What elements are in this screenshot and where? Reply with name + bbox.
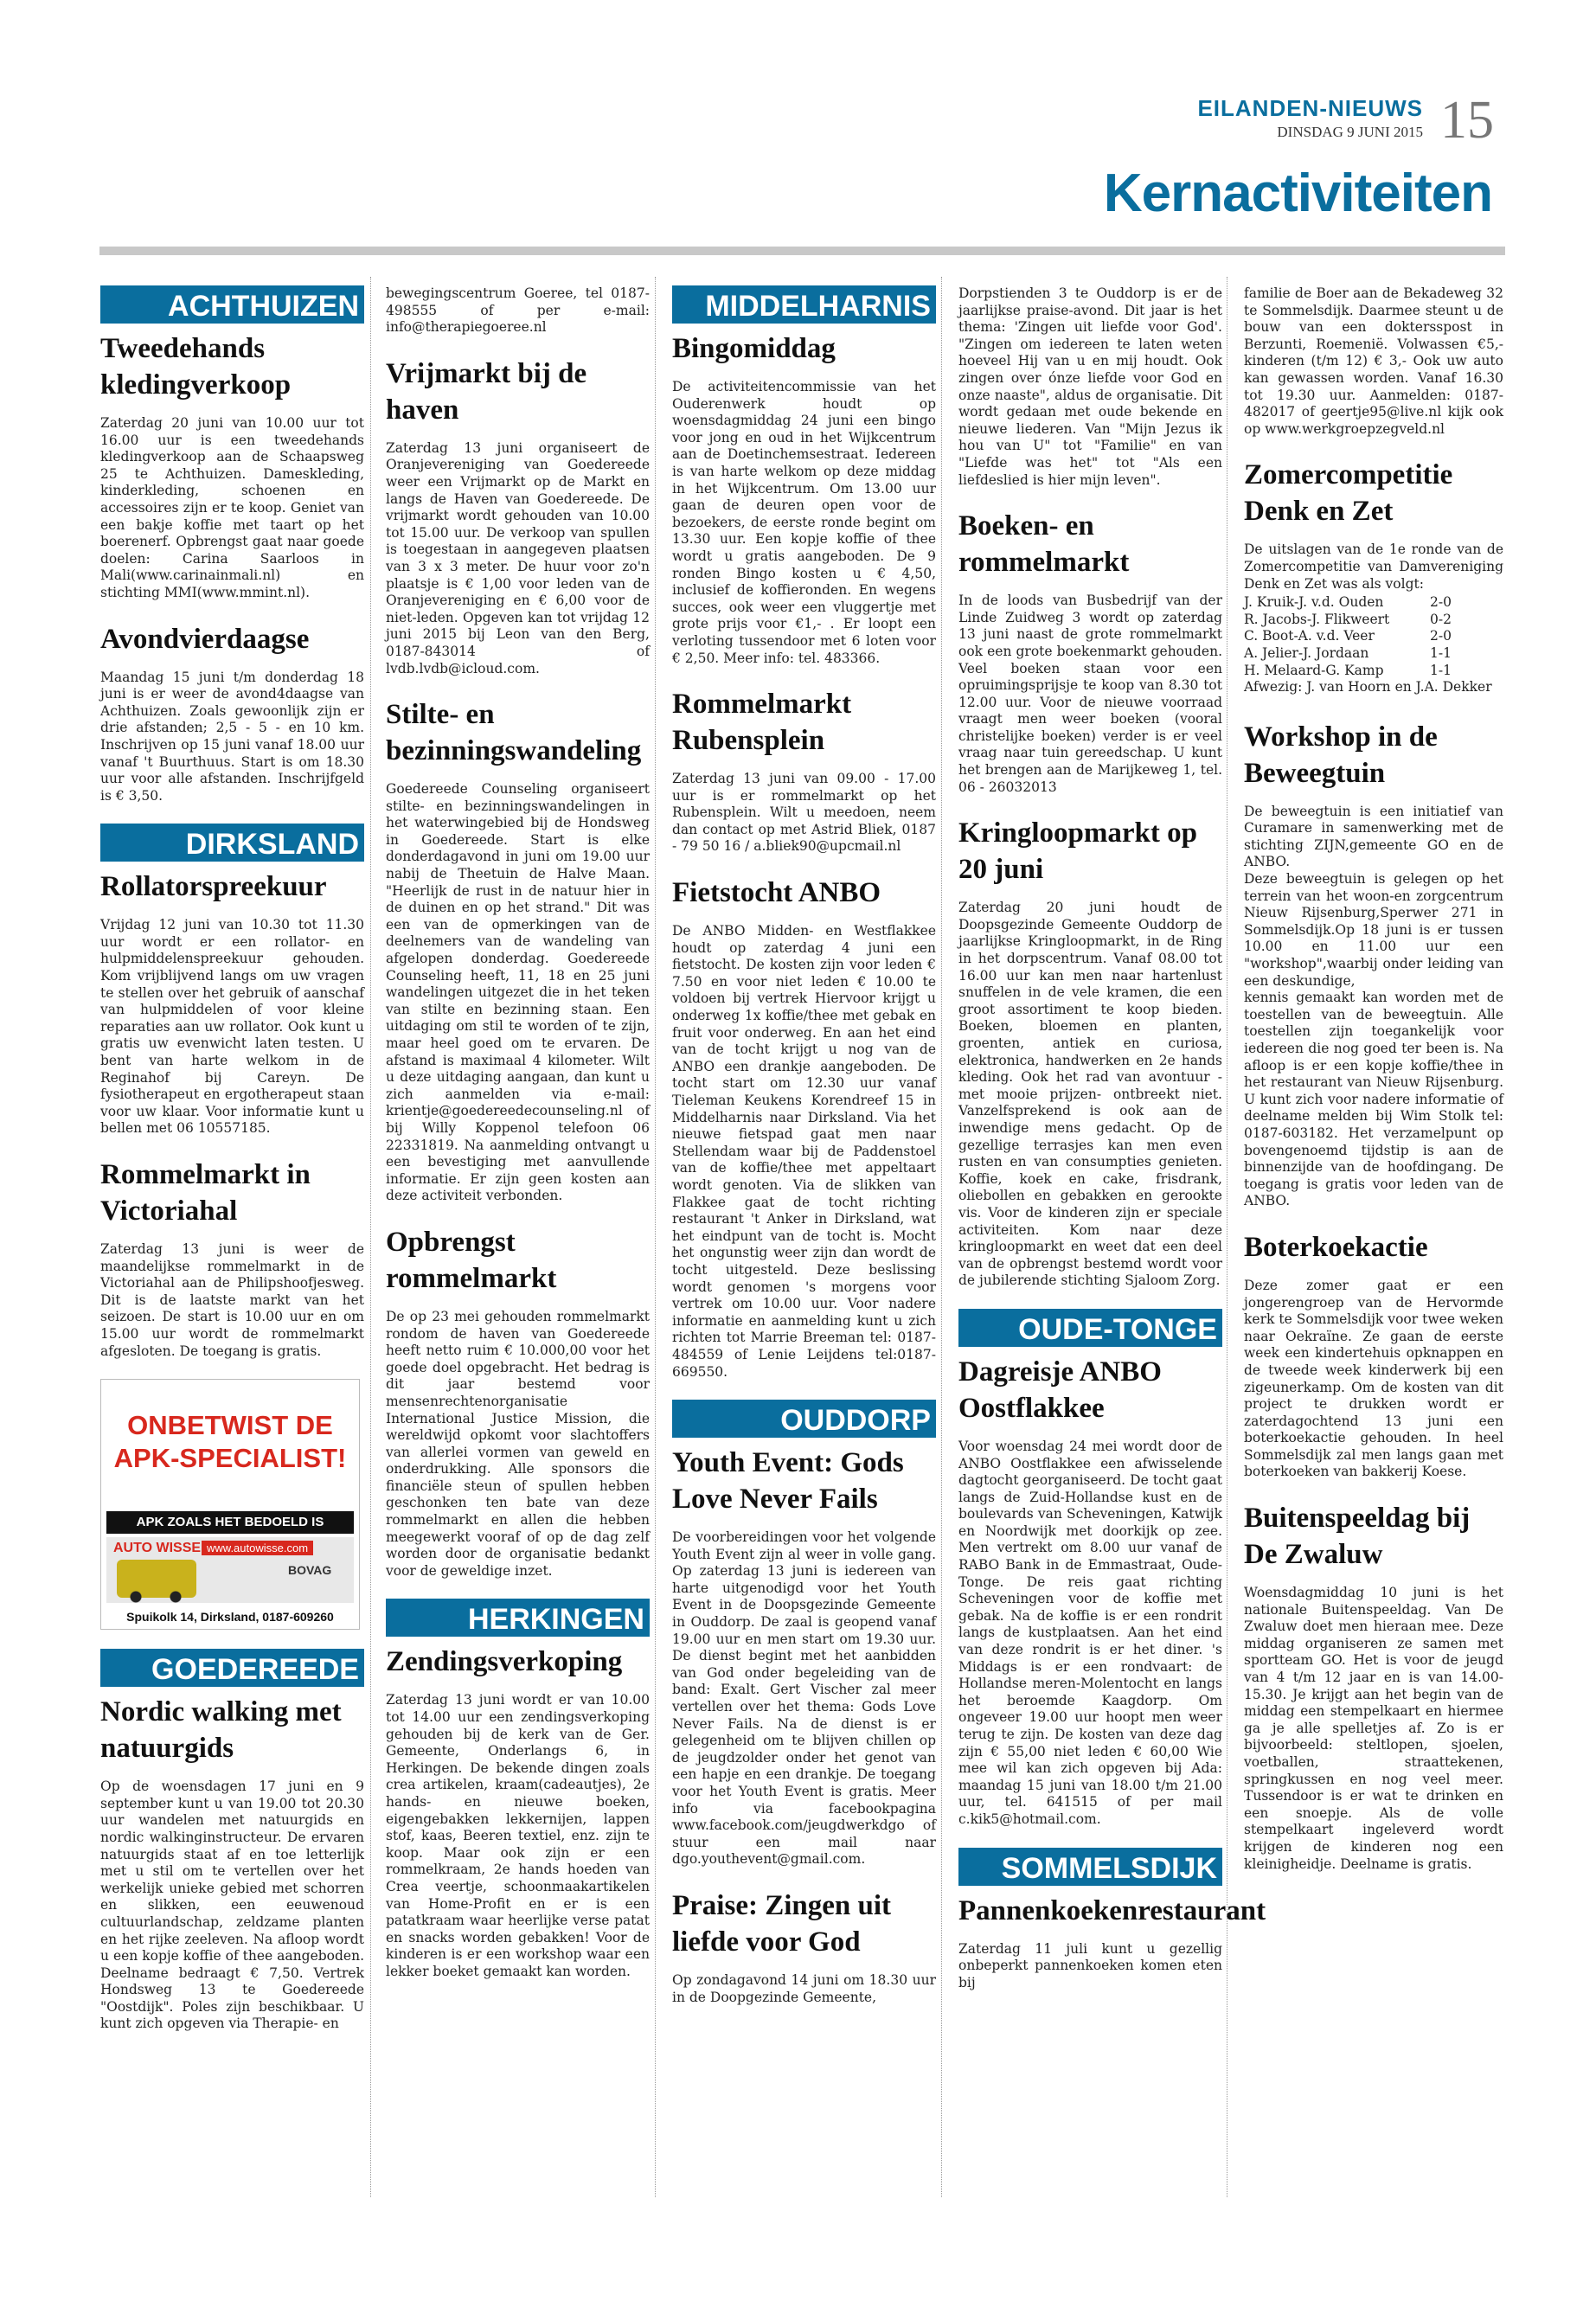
absent-note: Afwezig: J. van Hoorn en J.A. Dekker (1244, 679, 1492, 695)
column-5 (1244, 285, 1503, 1892)
article-body: familie de Boer aan de Bekadeweg 32 te Sommelsdijk. Daarmee steunt u de bouw van een doktersspost in Berzunti, Roemenië. Volwassen €5,- kinderen (t/m 12) € 3,- Ook uw auto kan gewassen worden. Vanaf 16.30 tot 19.30 uur. Aanmelden: 0187-482017 of geertje95@live.nl kijk ook op www.werkgroepzegveld.nl (1244, 285, 1503, 437)
article-body: Deze zomer gaat er een jongerengroep van de Hervormde kerk te Sommelsdijk voor twee weken naar Oekraïne. Ze gaan de eerste week een kindertehuis opknappen en de tweede week kinderwerk bij een zigeunerkamp. Om de kosten van dit project te drukken wordt er zaterdagochtend 13 juni een boterkoekactie gehouden. In heel Sommelsdijk zal men langs gaan met boterkoeken van bakkerij Koese. (1244, 1277, 1503, 1480)
result-score: 2-0 (1430, 628, 1452, 644)
article-body: Zaterdag 20 juni houdt de Doopsgezinde Gemeente Ouddorp de jaarlijkse Kringloopmarkt, in de Ring in het dorpscentrum. Vanaf 08.00 tot 16.00 uur kan men naar hartenlust snuffelen in de vele kramen, die een groot assortiment te koop bieden. Boeken, bloemen en planten, groenten, antiek en curiosa, elektronica, handwerken en 2e hands kleding. Ook het rad van avontuur -met mooie prijzen- ontbreekt niet. Vanzelfsprekend is ook aan de inwendige mens gedacht. Op de gezellige terrasjes kan men even rusten en van consumpties genieten. Koffie, koek en cake, frisdrank, oliebollen en gebakken en gerookte vis. Voor de kinderen zijn er speciale activiteiten. Kom naar deze kringloopmarkt en weet dat een deel van de opbrengst bestemd wordt voor de jubilerende stichting Sjaloom Zorg. (958, 900, 1222, 1289)
article-title: Fietstocht ANBO (672, 877, 881, 909)
article-title: Pannenkoekenrestaurant (958, 1894, 1266, 1926)
column-separator (370, 277, 371, 2197)
masthead (1197, 95, 1423, 141)
article-body: Zaterdag 13 juni is weer de maandelijkse rommelmarkt in de Victoriahal aan de Philipshoofjesweg. Dit is de laatste markt van het seizoen. De start is 10.00 uur en om 15.00 uur wordt de rommelmarkt afgesloten. De toegang is gratis. (100, 1241, 364, 1359)
advertisement (100, 1379, 360, 1630)
article-body: Zaterdag 13 juni wordt er van 10.00 tot 14.00 uur een zendingsverkoping gehouden bij de kerk van de Ger. Gemeente, Onderlangs 6, in Herkingen. De bekende dingen zoals crea artikelen, kraam(cadeautjes), 2e hands- en nieuwe boeken, eigengebakken lekkernijen, lappen stof, kaas, Beeren textiel, enz. zijn te koop. Maar ook zijn er een rommelkraam, 2e hands hoeden van Crea veertje, schoonmaakartikelen van Home-Profit en er is een patatkraam waar heerlijke verse patat en snacks worden gebakken! Voor de kinderen is er een workshop waar een lekker boeket gemaakt kan worden. (386, 1692, 650, 1979)
column-1 (100, 285, 364, 2052)
article-title: Tweedehands kledingverkoop (100, 333, 292, 401)
article-body: Zaterdag 13 juni organiseert de Oranjevereniging van Goedereede weer een Vrijmarkt op de Markt en langs de Haven van Goedereede. De vrijmarkt wordt gehouden van 10.00 tot 15.00 uur. De verkoop van spullen is toegestaan in aangegeven plaatsen van 3 x 3 meter. De huur voor zo'n plaatsje is € 1,00 voor leden van de Oranjevereniging en € 6,00 voor de niet-leden. Opgeven kan tot vrijdag 12 juni 2015 bij Leon van den Berg, 0187-843014 of lvdb.lvdb@icloud.com. (386, 439, 650, 676)
article-body: Goedereede Counseling organiseert stilte- en bezinningswandelingen in het waterwingebied bij de Hondsweg in Goedereede. Start is elke donderdagavond in juni om 19.00 uur nabij de Theetuin de Halve Maan. "Heerlijk de rust in de natuur hier in de duinen en op het strand." Dit was een van de opmerkingen van de deelnemers van de wandeling van afgelopen donderdag. Goedereede Counseling heeft, 11, 18 en 25 juni wandelingen uitgezet die in het teken van stilte en bezinning staan. Een uitdaging om stil te worden of te zijn, maar heel goed om te ervaren. De afstand is maximaal 4 kilometer. Wilt u deze uitdaging aangaan, dan kunt u zich aanmelden via e-mail: krientje@goedereedecounseling.nl of bij Willy Koppenol telefoon 06 22331819. Na aanmelding ontvangt u een bevestiging met aanvullende informatie. Er zijn geen kosten aan deze activiteit verbonden. (386, 781, 650, 1204)
article-title: Vrijmarkt bij de haven (386, 357, 587, 426)
article-body: In de loods van Busbedrijf van der Linde Zuidweg 3 wordt op zaterdag 13 juni naast de grote rommelmarkt ook een grote boekenmarkt gehouden. Veel boeken staan voor een opruimingsprijsje te koop van 8.30 tot 12.00 uur. Voor de nieuwe voorraad vraagt men weer boeken (vooral christelijke boeken) verder is er veel vraag naar tuin gereedschap. U kunt het brengen aan de Marijkeweg 1, tel. 06 - 26032013 (958, 593, 1222, 795)
page-number: 15 (1440, 91, 1494, 150)
ad-brand: AUTO WISSE (113, 1541, 202, 1556)
article-title: Boeken- en rommelmarkt (958, 510, 1130, 579)
region-band-herkingen: HERKINGEN (386, 1599, 650, 1637)
article-body: De op 23 mei gehouden rommelmarkt rondom de haven van Goedereede heeft netto ruim € 10.000,00 voor het goede doel opgebracht. Het bedrag is dit jaar bestemd voor mensenrechtenorganisatie International Justice Mission, die wereldwijd opkomt voor slachtoffers van allerlei vormen van geweld en onderdrukking. Alle sponsors die financiële steun of spullen hebben geschonken ten bate van deze rommelmarkt en allen die hebben meegewerkt vooraf of op de dag zelf worden door de organisatie bedankt voor de geweldige inzet. (386, 1308, 650, 1579)
result-row (1244, 628, 1503, 645)
article-title: Rommelmarkt in Victoriahal (100, 1159, 311, 1227)
jeep-icon (117, 1560, 196, 1598)
result-match: R. Jacobs-J. Flikweert (1244, 611, 1390, 627)
article-body: Zaterdag 13 juni van 09.00 - 17.00 uur is er rommelmarkt op het Rubensplein. Wilt u meedoen, neem dan contact op met Astrid Bliek, 0187 - 79 50 16 / a.bliek90@upcmail.nl (672, 771, 936, 855)
region-band-oude-tonge: OUDE-TONGE (958, 1309, 1222, 1347)
article-body: De ANBO Midden- en Westflakkee houdt op zaterdag 4 juni een fietstocht. De kosten zijn voor leden € 7.50 en voor niet leden € 10.00 te voldoen bij vertrek Hiervoor krijgt u onderweg 1x koffie/thee met gebak en fruit voor onderweg. En aan het eind van de tocht krijgt u nog van de ANBO een drankje aangeboden. De tocht start om 12.30 uur vanaf Tieleman Keukens Korendreef 15 in Middelharnis naar Dirksland. Via het nieuwe fietspad gaat men naar Stellendam waar bij de Paddenstoel van de koffie/thee met appeltaart wordt genoten. Via de slikken van Flakkee gaat de tocht richting restaurant 't Anker in Dirksland, wat het eindpunt van de tocht is. Mocht het ongunstig weer zijn dan wordt de tocht uitgesteld. Deze beslissing wordt genomen 's morgens voor vertrek om 10.00 uur. Voor nadere informatie en aanmelding kunt u zich richten tot Marrie Breeman tel: 0187-484559 of Lenie Leijdens tel:0187-669550. (672, 923, 936, 1380)
ad-url: www.autowisse.com (202, 1541, 313, 1555)
region-band-dirksland: DIRKSLAND (100, 824, 364, 862)
ad-address: Spuikolk 14, Dirksland, 0187-609260 (126, 1610, 334, 1625)
result-score: 0-2 (1430, 611, 1452, 627)
column-3 (672, 285, 936, 2025)
region-band-middelharnis: MIDDELHARNIS (672, 285, 936, 324)
article-title: Dagreisje ANBO Oostflakkee (958, 1356, 1162, 1424)
ad-logo (106, 1537, 354, 1603)
article-body: De uitslagen van de 1e ronde van de Zomercompetitie van Damvereniging Denk en Zet was als volgt: (1244, 542, 1503, 592)
result-score: 1-1 (1430, 644, 1452, 661)
result-score: 2-0 (1430, 594, 1452, 611)
region-band-goedereede: GOEDEREEDE (100, 1649, 364, 1687)
result-row (1244, 645, 1503, 663)
header-rule (99, 247, 1505, 255)
article-body: Vrijdag 12 juni van 10.30 tot 11.30 uur wordt er een rollator- en hulpmiddelenspreekuur gehouden. Kom vrijblijvend langs om uw vragen te stellen over het gebruik of aanschaf van hulpmiddelen of voor kleine reparaties aan uw rollator. Ook kunt u gratis uw evenwicht laten testen. U bent van harte welkom in de Reginahof bij Careyn. De fysiotherapeut en ergotherapeut staan voor uw klaar. Voor informatie kunt u bellen met 06 10557185. (100, 917, 364, 1137)
article-body: De voorbereidingen voor het volgende Youth Event zijn al weer in volle gang. Op zaterdag 13 juni is iedereen van harte uitgenodigd voor het Youth Event in de Doopsgezinde Gemeente in Ouddorp. De zaal is geopend vanaf 19.00 uur en men start om 19.30 uur. De dienst begint met het aanbidden van God onder begeleiding van de band: Exalt. Gert Vischer zal meer vertellen over het thema: Gods Love Never Fails. Na de dienst is er gelegenheid om te blijven chillen op de jeugdzolder onder het genot van een hapje en een drankje. De toegang voor het Youth Event is gratis. Meer info via facebookpagina www.facebook.com/jeugdwerkdgo of stuur een mail naar dgo.youthevent@gmail.com. (672, 1529, 936, 1868)
article-title: Boterkoekactie (1244, 1231, 1428, 1263)
article-title: Opbrengst rommelmarkt (386, 1226, 557, 1294)
result-match: A. Jelier-J. Jordaan (1244, 644, 1369, 661)
result-row (1244, 663, 1503, 680)
column-separator (655, 277, 656, 2197)
ad-headline: ONBETWIST DE APK-SPECIALIST! (113, 1410, 347, 1474)
article-body: Zaterdag 20 juni van 10.00 uur tot 16.00 uur is een tweedehands kledingverkoop aan de Schaapsweg 25 te Achthuizen. Dameskleding, kinderkleding, schoenen en accessoires zijn er te koop. Geniet van een bakje koffie met taart op het boerenerf. Opbrengst gaat naar goede doelen: Carina Saarloos in Mali(www.carinainmali.nl) en stichting MMI(www.mmint.nl). (100, 415, 364, 600)
article-title: Workshop in de Beweegtuin (1244, 721, 1438, 789)
result-match: J. Kruik-J. v.d. Ouden (1244, 594, 1384, 611)
column-separator (941, 277, 942, 2197)
region-band-sommelsdijk: SOMMELSDIJK (958, 1848, 1222, 1886)
column-4 (958, 285, 1266, 2010)
result-row (1244, 612, 1503, 629)
article-body: Zaterdag 11 juli kunt u gezellig onbeperkt pannenkoeken komen eten bij (958, 1940, 1222, 1990)
article-title: Kringloopmarkt op 20 juni (958, 817, 1197, 886)
section-title: Kernactiviteiten (1103, 163, 1492, 223)
result-match: C. Boot-A. v.d. Veer (1244, 628, 1375, 644)
article-title: Buitenspeeldag bij De Zwaluw (1244, 1503, 1471, 1571)
article-title: Stilte- en bezinningswandeling (386, 699, 642, 767)
paper-name: EILANDEN-NIEUWS (1197, 95, 1423, 121)
region-band-achthuizen: ACHTHUIZEN (100, 285, 364, 324)
article-title: Zendingsverkoping (386, 1646, 623, 1678)
article-body: bewegingscentrum Goeree, tel 0187-498555 of per e-mail: info@therapiegoeree.nl (386, 285, 650, 336)
article-body: Op de woensdagen 17 juni en 9 september kunt u van 19.00 tot 20.30 uur wandelen met natuurgids en nordic walkinginstructeur. De ervaren natuurgids staat af en toe letterlijk met u stil om te vertellen over het werkelijk unieke gebied met schorren en slikken, een eeuwenoud cultuurlandschap, zeldzame planten en het rijke zeeleven. Na afloop wordt u een kopje koffie of thee aangeboden. Deelname bedraagt € 7,50. Vertrek Hondsweg 13 te Goedereede "Oostdijk". Poles zijn beschikbaar. U kunt zich opgeven via Therapie- en (100, 1779, 364, 2032)
results-table (1244, 594, 1503, 696)
article-body: Dorpstienden 3 te Ouddorp is er de jaarlijkse praise-avond. Dit jaar is het thema: 'Zingen uit liefde voor God'. "Zingen om iedereen te laten weten hoeveel Hij van u en mij houdt. Ook zingen over ónze liefde voor God en onze naaste", aldus de organisatie. Dit wordt gedaan met oude bekende en nieuwe liederen. Van "Mijn Jezus ik hou van U" tot "Familie" en van "Liefde was het" tot "Als een liefdeslied is hier mijn leven". (958, 285, 1222, 488)
article-title: Rommelmarkt Rubensplein (672, 689, 852, 757)
article-body: Voor woensdag 24 mei wordt door de ANBO Oostflakkee een afwisselende dagtocht georganiseerd. De tocht gaat langs de Zuid-Hollandse kust en de boulevards van Scheveningen, Katwijk en Noordwijk met doorkijk op zee. Men vertrekt om 8.00 uur vanaf de RABO Bank in de Emmastraat, Oude-Tonge. De reis gaat richting Scheveningen voor de koffie met gebak. Na de koffie is er een rondrit langs de kustplaatsen. Aan het eind van deze rondrit is er het diner. 's Middags is er een rondvaart: de Hollandse meren-Molentocht en langs het beroemde Kaagdorp. Om ongeveer 19.00 uur hoopt men weer terug te zijn. De kosten van deze dag zijn € 55,00 niet leden € 60,00 Wie mee wil kan zich opgeven bij Ada: maandag 15 juni van 18.00 t/m 21.00 uur, tel. 641515 of per mail c.kik5@hotmail.com. (958, 1438, 1222, 1827)
article-title: Nordic walking met natuurgids (100, 1696, 342, 1765)
column-2 (386, 285, 650, 2000)
article-body: Maandag 15 juni t/m donderdag 18 juni is er weer de avond4daagse van Achthuizen. Zoals gewoonlijk zijn er drie afstanden; 2,5 - 5 - en 10 km. Inschrijven op 15 juni vanaf 18.00 uur vanaf 't Buurthuus. Start is om 18.30 uur voor alle afstanden. Inschrijfgeld is € 3,50. (100, 669, 364, 804)
article-body: Op zondagavond 14 juni om 18.30 uur in de Doopgezinde Gemeente, (672, 1971, 936, 2005)
result-score: 1-1 (1430, 662, 1452, 678)
article-title: Rollatorspreekuur (100, 871, 327, 903)
article-body: De activiteitencommissie van het Ouderenwerk houdt op woensdagmiddag 24 juni een bingo voor jong en oud in het Wijkcentrum aan de Doetinchemsestraat. Iedereen is van harte welkom op deze middag in het Wijkcentrum. Om 13.00 uur gaan de deuren open voor de bezoekers, de eerste ronde begint om 13.30 uur. Een kopje koffie of thee wordt u gratis aangeboden. De 9 ronden Bingo kosten u € 4,50, inclusief de koffieronden. En wegens succes, ook weer een vluggertje met grote prijs voor €1,- . Er loopt een verloting tussendoor met 6 loten voor € 2,50. Meer info: tel. 483366. (672, 379, 936, 666)
article-title: Youth Event: Gods Love Never Fails (672, 1447, 904, 1516)
article-body: De beweegtuin is een initiatief van Curamare in samenwerking met de stichting ZIJN,gemeente GO en de ANBO. Deze beweegtuin is gelegen op het terrein van het woon-en zorgcentrum Nieuw Rijsenburg,Sperwer 271 in Sommelsdijk.Op 18 juni is er tussen 10.00 en 11.00 uur een "workshop",waarbij onder leiding van een deskundige, kennis gemaakt kan worden met de toestellen van de beweegtuin. Alle toestellen zijn toegankelijk voor iedereen die nog goed ter been is. Na afloop is er een kopje koffie/thee in het restaurant van Nieuw Rijsenburg. U kunt zich voor nadere informatie of deelname melden bij Wim Stolk tel: 0187-603182. Het verzamelpunt op bovengenoemd tijdstip is aan de binnenzijde van de hoofdingang. De toegang is gratis voor leden van de ANBO. (1244, 803, 1503, 1209)
ad-tagline: APK ZOALS HET BEDOELD IS (106, 1511, 354, 1534)
bovag-logo: BOVAG (288, 1563, 332, 1578)
result-row (1244, 594, 1503, 612)
article-title: Bingomiddag (672, 333, 836, 364)
issue-date: DINSDAG 9 JUNI 2015 (1277, 124, 1423, 140)
article-title: Zomercompetitie Denk en Zet (1244, 459, 1453, 528)
article-title: Avondvierdaagse (100, 623, 310, 655)
article-body: Woensdagmiddag 10 juni is het nationale Buitenspeeldag. Van De Zwaluw doet men hieraan mee. Deze middag organiseren ze samen met sportteam GO. Het is voor de jeugd van 4 t/m 12 jaar en is van 14.00-15.30. Je krijgt aan het begin van de middag een stempelkaart en hiermee ga je alle spelletjes af. Zo is er bijvoorbeeld: steltlopen, sjoelen, voetballen, straattekenen, springkussen en nog veel meer. Tussendoor is er wat te drinken en een snoepje. Als de volle stempelkaart ingeleverd wordt krijgen de kinderen nog een kleinigheidje. Deelname is gratis. (1244, 1585, 1503, 1872)
region-band-ouddorp: OUDDORP (672, 1400, 936, 1438)
result-match: H. Melaard-G. Kamp (1244, 662, 1384, 678)
article-title: Praise: Zingen uit liefde voor God (672, 1889, 891, 1958)
